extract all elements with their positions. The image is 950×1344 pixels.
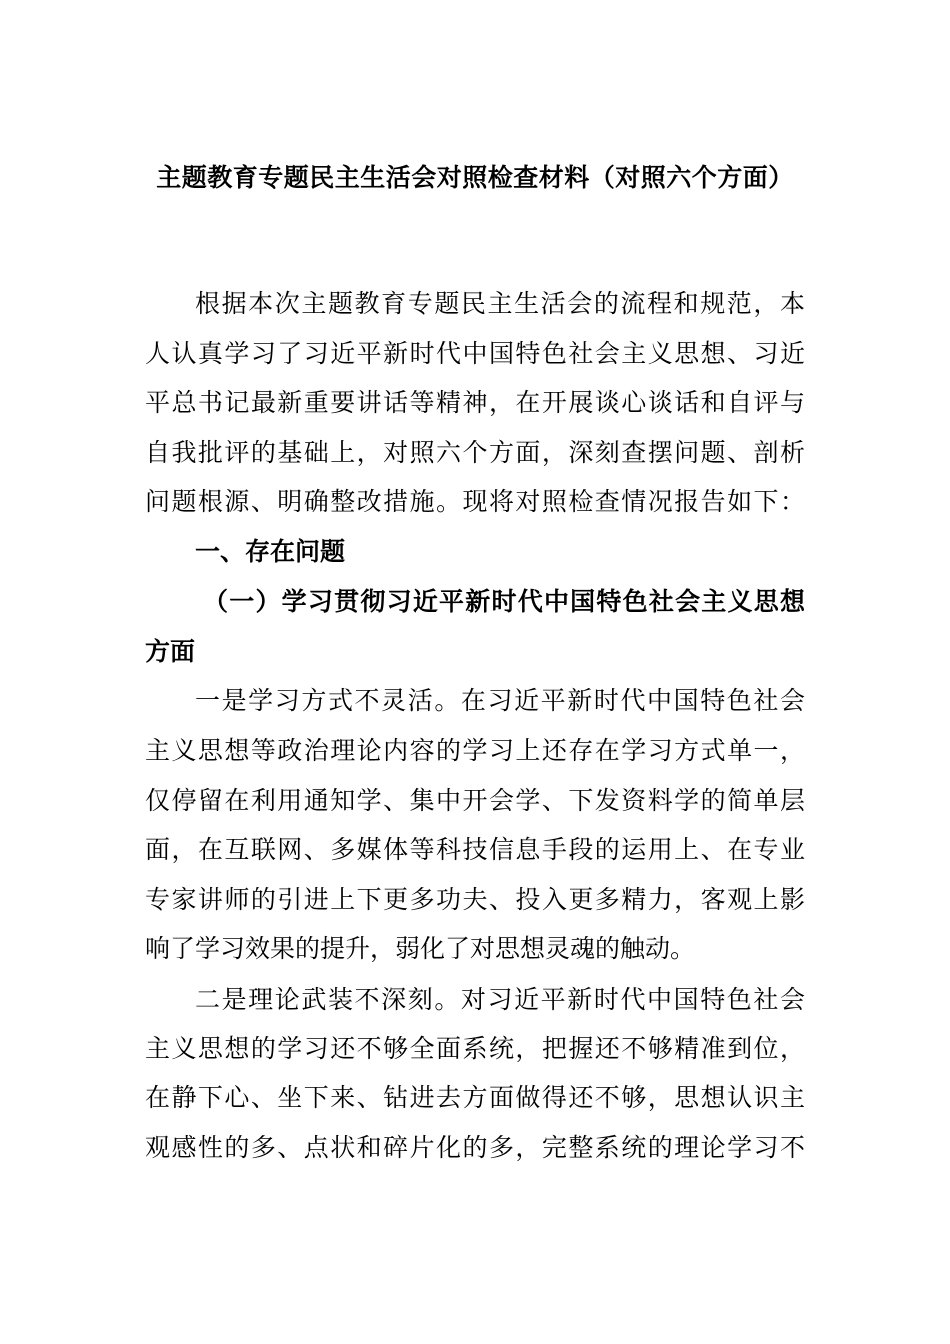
paragraph-line: 观感性的多、点状和碎片化的多，完整系统的理论学习不 [145,1133,805,1162]
paragraph-line: 专家讲师的引进上下更多功夫、投入更多精力，客观上影 [145,885,805,914]
subsection-heading-continued: 方面 [145,637,196,666]
paragraph-line: 根据本次主题教育专题民主生活会的流程和规范，本 [195,289,805,318]
paragraph-line: 仅停留在利用通知学、集中开会学、下发资料学的简单层 [145,786,805,815]
section-heading: 一、存在问题 [195,537,346,566]
document-title: 主题教育专题民主生活会对照检查材料（对照六个方面） [156,163,794,192]
paragraph-line: 平总书记最新重要讲话等精神，在开展谈心谈话和自评与 [145,388,805,417]
paragraph-line: 面，在互联网、多媒体等科技信息手段的运用上、在专业 [145,835,805,864]
paragraph-line: 在静下心、坐下来、钻进去方面做得还不够，思想认识主 [145,1083,805,1112]
paragraph-line: 自我批评的基础上，对照六个方面，深刻查摆问题、剖析 [145,438,805,467]
paragraph-line: 二是理论武装不深刻。对习近平新时代中国特色社会 [195,985,805,1014]
paragraph-line: 人认真学习了习近平新时代中国特色社会主义思想、习近 [145,339,805,368]
paragraph-line: 响了学习效果的提升，弱化了对思想灵魂的触动。 [145,934,696,963]
paragraph-line: 主义思想等政治理论内容的学习上还存在学习方式单一， [145,736,805,765]
paragraph-line: 主义思想的学习还不够全面系统，把握还不够精准到位， [145,1034,805,1063]
paragraph-line: 问题根源、明确整改措施。现将对照检查情况报告如下： [145,487,805,516]
subsection-heading: （一）学习贯彻习近平新时代中国特色社会主义思想 [203,587,805,616]
paragraph-line: 一是学习方式不灵活。在习近平新时代中国特色社会 [195,686,805,715]
